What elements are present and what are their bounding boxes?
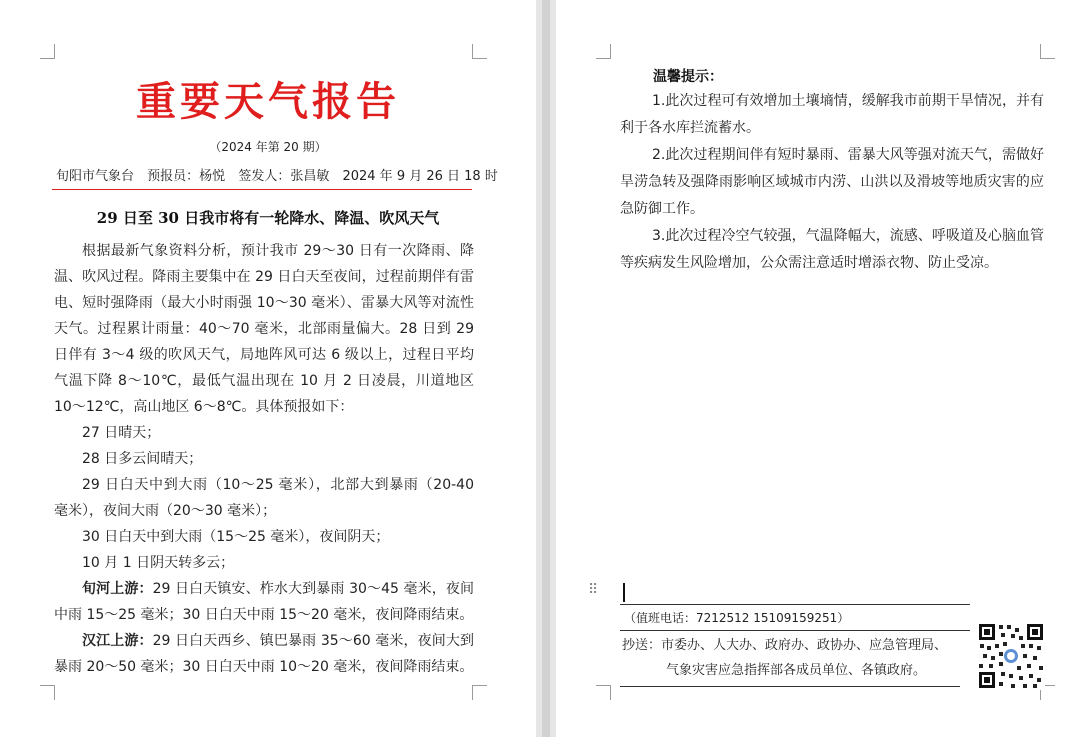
footer-rule-mid (620, 630, 970, 631)
duty-phone: （值班电话：7212512 15109159251） (624, 611, 850, 625)
agency-name: 旬阳市气象台 (56, 169, 135, 184)
crop-mark-bottom-right (472, 685, 487, 700)
footer-rule-bottom (620, 686, 960, 687)
cc-recipients-line1: 抄送：市委办、人大办、政府办、政协办、应急管理局、 (622, 638, 948, 653)
tips-list[interactable] (620, 88, 1044, 277)
forecaster-name: 预报员：杨悦 (147, 169, 226, 184)
issue-number: （2024 年第 20 期） (209, 140, 327, 154)
forecast-line: 28 日多云间晴天； (82, 451, 203, 467)
intro-paragraph: 根据最新气象资料分析，预计我市 29～30 日有一次降雨、降温、吹风过程。降雨主要集中在 29 日白天至夜间，过程前期伴有雷电、短时强降雨（最大小时雨强 10～30 毫米）、雷暴大风等对流性天气。过程累计雨量：40～70 毫米，北部雨量偏大。28 日到 29 日伴有 3～4 级的吹风天气，局地阵风可达 6 级以上，过程日平均气温下降 8～10℃，最低气温出现在 10 月 2 日凌晨，川道地区 10～12℃，高山地区 6～8℃。具体预报如下： (54, 243, 474, 415)
forecast-line: 30 日白天中到大雨（15～25 毫米），夜间阴天； (82, 529, 390, 545)
crop-mark-bottom-left (596, 685, 611, 700)
table-move-handle-icon[interactable]: ⠿ (588, 582, 598, 598)
regional-label: 汉江上游： (82, 633, 153, 649)
page-gutter (536, 0, 556, 737)
report-title: 重要天气报告 (136, 78, 400, 125)
tips-heading: 温馨提示： (653, 69, 723, 85)
text-cursor (623, 583, 625, 602)
regional-text: 29 日白天西乡、镇巴暴雨 35～60 毫米，夜间大到暴雨 20～50 毫米；30 日白天中雨 10～20 毫米，夜间降雨结束。 (54, 633, 475, 675)
footer-rule-top (620, 604, 970, 605)
regional-text: 29 日白天镇安、柞水大到暴雨 30～45 毫米，夜间中雨 15～25 毫米；30 日白天中雨 15～20 毫米，夜间降雨结束。 (54, 581, 475, 623)
crop-mark-top-right (1040, 44, 1055, 59)
tip-item: 1.此次过程可有效增加土壤墒情，缓解我市前期干旱情况，并有利于各水库拦流蓄水。 (620, 93, 1044, 136)
tip-item: 2.此次过程期间伴有短时暴雨、雷暴大风等强对流天气，需做好旱涝急转及强降雨影响区域城市内涝、山洪以及滑坡等地质灾害的应急防御工作。 (620, 147, 1044, 217)
regional-forecast-hanjiang (54, 628, 474, 680)
report-headline: 29 日至 30 日我市将有一轮降水、降温、吹风天气 (96, 209, 440, 227)
document-page-left[interactable] (0, 0, 536, 737)
forecast-line: 29 日白天中到大雨（10～25 毫米），北部大到暴雨（20-40 毫米），夜间大雨（20～30 毫米）； (54, 477, 474, 519)
masthead-meta (56, 167, 498, 187)
tip-item: 3.此次过程冷空气较强，气温降幅大，流感、呼吸道及心脑血管等疾病发生风险增加，公众需注意适时增添衣物、防止受凉。 (620, 228, 1044, 271)
report-body[interactable] (54, 238, 474, 680)
regional-label: 旬河上游： (82, 581, 153, 597)
regional-forecast-xunhe (54, 576, 474, 628)
qr-code-icon (977, 622, 1045, 690)
crop-mark-bottom-left (40, 685, 55, 700)
cc-recipients-line2: 气象灾害应急指挥部各成员单位、各镇政府。 (666, 663, 927, 678)
issue-datetime: 2024 年 9 月 26 日 18 时 (342, 169, 498, 184)
forecast-line: 27 日晴天； (82, 425, 161, 441)
crop-mark-top-left (596, 44, 611, 59)
masthead-red-rule (52, 189, 472, 190)
crop-mark-top-right (472, 44, 487, 59)
crop-mark-top-left (40, 44, 55, 59)
forecast-line: 10 月 1 日阴天转多云； (82, 555, 235, 571)
signer-name: 签发人：张昌敏 (238, 169, 330, 184)
